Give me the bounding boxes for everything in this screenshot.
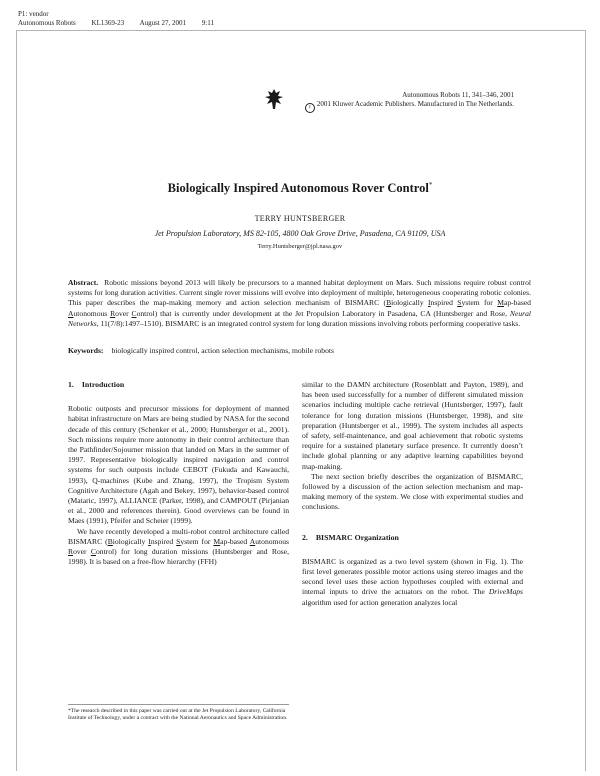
header-code: KL1369-23 [91,19,125,27]
intro-paragraph-2: We have recently developed a multi-robot control architecture called BISMARC (Biologically Inspired System for Map-based Autonomous Rover Control) for long duration missions (Huntsberger and Rose, 1998). It is based on a free-flow hierarchy (FFH) [68,526,289,567]
intro-acronym-rest: ontrol [95,547,115,557]
abstract-label: Abstract. [68,278,99,287]
intro-paragraph-4: The next section briefly describes the organization of BISMARC, followed by a discussion of the action selection mechanism and map-making memory of the system. We close with experimental studies and conclusions. [302,471,523,512]
abstract-acronym-initial: S [457,298,462,308]
intro-acronym-rest: ystem for [180,536,214,546]
journal-citation: Autonomous Robots 11, 341–346, 2001 [402,91,514,99]
abstract-acronym-initial: R [110,308,116,318]
intro-acronym-initial: I [148,536,151,546]
author-name: TERRY HUNTSBERGER [254,214,346,223]
drivemaps-term: DriveMaps [488,587,523,597]
abstract-acronym-initial: B [386,298,392,308]
abstract-acronym-rest: ap-based [503,298,531,308]
abstract-acronym-rest: ontrol [136,308,155,318]
intro-acronym-initial: A [249,536,256,546]
organization-paragraph-1: BISMARC is organized as a two level system (shown in Fig. 1). The first level generates possible motor actions using stereo images and the second level uses these action hypotheses coupled with external and internal inputs to drive the actuators on the robot. The DriveMaps algorithm used for action generation analyzes local [302,556,523,607]
journal-citation-block [305,91,514,113]
running-header-vendor: P1: vendor [18,10,49,18]
copyright-symbol: c [305,103,315,113]
abstract-acronym-rest: utonomous [73,308,111,318]
intro-acronym-rest: ap-based [220,536,250,546]
journal-copyright: c 2001 Kluwer Academic Publishers. Manufactured in The Netherlands. [305,100,514,113]
intro-acronym-rest: nspired [150,536,177,546]
intro-acronym-rest: over [73,547,91,557]
intro-acronym-rest: utonomous [255,536,289,546]
author-email: Terry.Huntsberger@jpl.nasa.gov [257,243,343,250]
footnote: *The research described in this paper was carried out at the Jet Propulsion Laboratory, California Institute of Technology, under a contract with the National Aeronautics and Space Administration. [68,704,289,723]
intro-paragraph-1: Robotic outposts and precursor missions for deployment of manned habitat infrastructure on Mars are being studied by NASA for the second decade of this century (Schenker et al., 2000; Huntsberger et al., 2001). Such missions require more autonomy in their control architecture than the Pathfinder/Sojourner mission that landed on Mars in the summer of 1997. Representative biologically inspired navigation and control systems for such outposts include CEBOT (Fukuda and Kawauchi, 1993), Q-machines (Kube and Zhang, 1997), the Tropism System Cognitive Architecture (Agah and Bekey, 1997), behavior-based control (Mataric, 1997), ALLIANCE (Parker, 1998), and CAMPOUT (Pirjanian et al., 2000 and references therein). Good overviews can be found in Maes (1991), Pfeifer and Scheier (1999). [68,404,289,526]
header-date: August 27, 2001 [139,19,187,27]
intro-acronym-initial: S [176,536,181,546]
abstract-acronym-rest: over [115,308,132,318]
intro-acronym-initial: R [68,547,74,557]
intro-acronym-rest: iologically [112,536,149,546]
keywords-label: Keywords: [68,346,104,355]
title-footnote-mark: * [428,181,433,189]
paper-title: Biologically Inspired Autonomous Rover Control* [167,181,433,196]
running-header-meta [18,19,228,28]
abstract: Abstract. Robotic missions beyond 2013 will likely be precursors to a manned habitat deployment on Mars. Such missions require robust control systems for long duration activities. Current single rover missions will evolve into deployment of multiple, heterogeneous cooperating robotic colonies. This paper describes the map-making memory and action selection mechanism of BISMARC (Biologically Inspired System for Map-based Autonomous Rover Control) that is currently under development at the Jet Propulsion Laboratory in Pasadena, CA (Huntsberger and Rose, Neural Networks, 11(7/8):1497–1510). BISMARC is an integrated control system for long duration missions involving robots performing cooperative tasks. [68,278,531,328]
left-column [68,380,289,567]
abstract-acronym-rest: ystem for [461,298,498,308]
header-time: 9:11 [201,19,214,27]
intro-acronym-initial: B [107,536,113,546]
abstract-acronym-rest: nspired [430,298,458,308]
intro-paragraph-3: similar to the DAMN architecture (Rosenblatt and Payton, 1989), and has been used successfully for a number of different simulated mission scenarios including multiple cache retrieval (Huntsberger, 1997), fault tolerance for long duration missions (Huntsberger, 1998), and site preparation (Huntsberger et al., 1999). The system includes all aspects of safety, self-maintenance, and goal achievement that robotic systems require for a sustained planetary surface presence. It currently doesn’t include global planning or any adaptive learning capabilities beyond map-making. [302,380,523,471]
publisher-logo-icon [264,88,284,110]
keywords [68,346,531,356]
abstract-acronym-initial: C [131,308,137,318]
intro-acronym-initial: C [90,547,96,557]
author-affiliation: Jet Propulsion Laboratory, MS 82-105, 4800 Oak Grove Drive, Pasadena, CA 91109, USA [154,229,446,238]
abstract-acronym-initial: M [497,298,504,308]
abstract-acronym-initial: I [428,298,431,308]
abstract-acronym-initial: A [68,308,74,318]
journal-name: Neural Networks [68,308,531,328]
right-column [302,380,523,608]
keywords-text: biologically inspired control, action selection mechanisms, mobile robots [111,346,334,355]
abstract-acronym-rest: iologically [391,298,428,308]
header-journal: Autonomous Robots [18,19,76,27]
section-heading-organization: 2. BISMARC Organization [302,532,399,542]
intro-acronym-initial: M [213,536,221,546]
section-heading-introduction: 1. Introduction [68,380,125,389]
